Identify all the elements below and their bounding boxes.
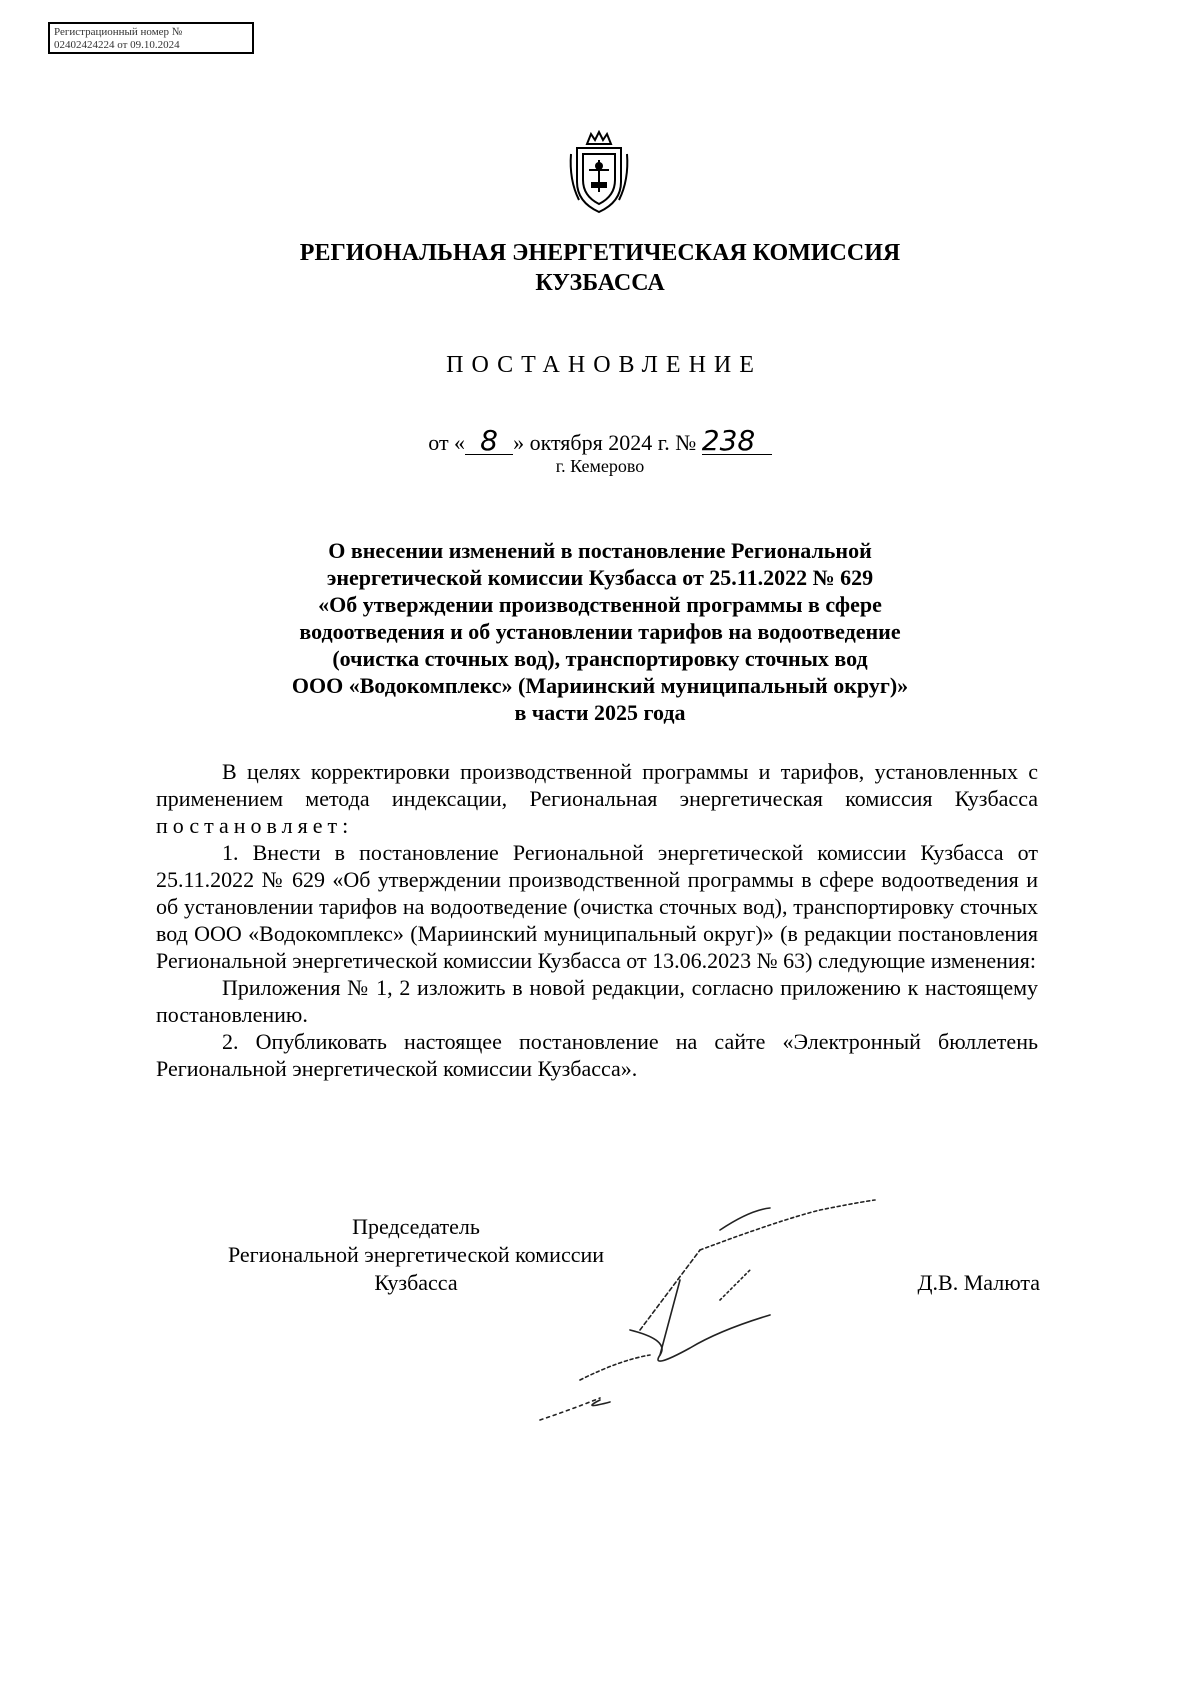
handwritten-day: 8 bbox=[465, 428, 513, 455]
subject-line: в части 2025 года bbox=[514, 700, 686, 725]
registration-line-1: Регистрационный номер № bbox=[54, 26, 183, 38]
organization-title bbox=[0, 238, 1200, 298]
clause-1-detail-paragraph: Приложения № 1, 2 изложить в новой редакции, согласно приложению к настоящему постановлению. bbox=[156, 975, 1038, 1027]
city-of-issue: г. Кемерово bbox=[555, 456, 645, 476]
signatory-title-line-3: Кузбасса bbox=[374, 1270, 458, 1295]
document-type: ПОСТАНОВЛЕНИЕ bbox=[446, 352, 762, 378]
handwritten-document-number: 238 bbox=[702, 428, 772, 455]
preamble-text: В целях корректировки производственной программы и тарифов, установленных с применением метода индексации, Региональная энергетическая комиссия Кузбасса bbox=[156, 759, 1038, 811]
subject-line: энергетической комиссии Кузбасса от 25.11.2022 № 629 bbox=[326, 565, 874, 590]
date-month-year: » октября 2024 г. № bbox=[513, 430, 697, 455]
document-body bbox=[156, 758, 1038, 1082]
signatory-name: Д.В. Малюта bbox=[917, 1270, 1040, 1295]
resolves-word: постановляет: bbox=[156, 813, 354, 838]
organization-title-line-1: РЕГИОНАЛЬНАЯ ЭНЕРГЕТИЧЕСКАЯ КОМИССИЯ bbox=[299, 240, 901, 266]
handwritten-signature bbox=[520, 1180, 980, 1440]
date-prefix: от « bbox=[428, 430, 466, 455]
subject-line: ООО «Водокомплекс» (Мариинский муниципальный округ)» bbox=[291, 673, 909, 698]
document-subject bbox=[150, 537, 1050, 726]
signatory-title-line-2: Региональной энергетической комиссии bbox=[227, 1242, 605, 1267]
clause-2-paragraph: 2. Опубликовать настоящее постановление на сайте «Электронный бюллетень Региональной энергетической комиссии Кузбасса». bbox=[156, 1029, 1038, 1081]
clause-1-paragraph: 1. Внести в постановление Региональной энергетической комиссии Кузбасса от 25.11.2022 № 629 «Об утверждении производственной программы в сфере водоотведения и об установлении тарифов на водоотведение (очистка сточных вод), транспортировку сточных вод ООО «Водокомплекс» (Мариинский муниципальный округ)» (в редакции постановления Региональной энергетической комиссии Кузбасса от 13.06.2023 № 63) следующие изменения: bbox=[156, 840, 1038, 973]
preamble-paragraph bbox=[156, 758, 1038, 839]
subject-line: (очистка сточных вод), транспортировку сточных вод bbox=[332, 646, 868, 671]
subject-line: О внесении изменений в постановление Региональной bbox=[328, 538, 872, 563]
document-date-line bbox=[0, 424, 1200, 457]
signatory-title-line-1: Председатель bbox=[352, 1214, 480, 1239]
subject-line: водоотведения и об установлении тарифов на водоотведение bbox=[299, 619, 901, 644]
organization-title-line-2: КУЗБАССА bbox=[535, 270, 665, 296]
registration-stamp bbox=[48, 22, 254, 54]
subject-line: «Об утверждении производственной программы в сфере bbox=[318, 592, 882, 617]
coat-of-arms-icon bbox=[567, 130, 631, 214]
registration-line-2: 02402424224 от 09.10.2024 bbox=[54, 39, 180, 51]
